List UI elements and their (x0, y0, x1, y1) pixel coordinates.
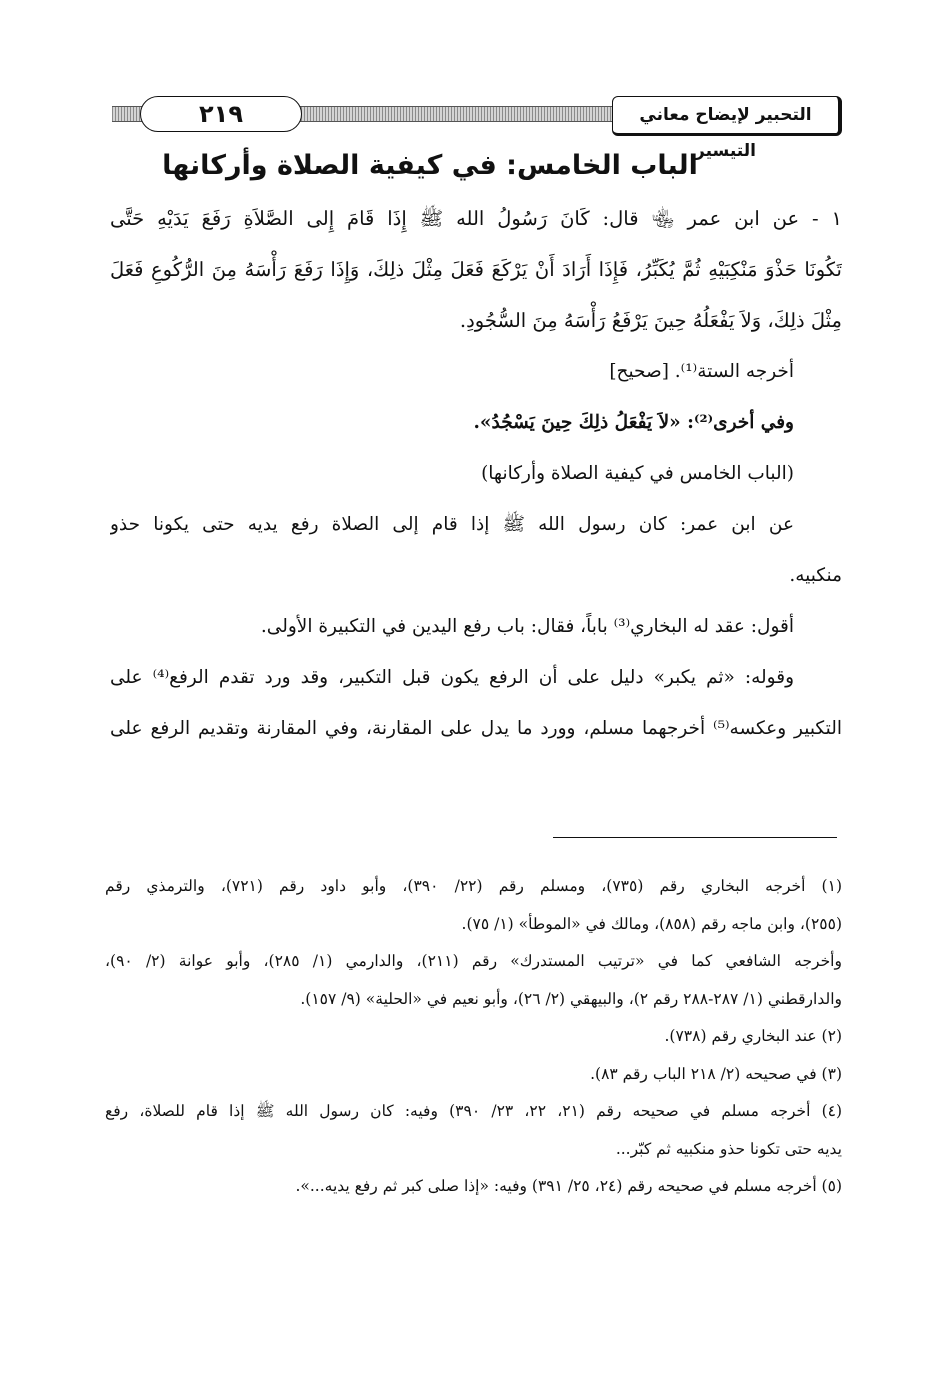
hadith-line: مِثْلَ ذلِكَ، وَلاَ يَفْعَلُهُ حِينَ يَرْفَعُ رَأْسَهُ مِنَ السُّجُودِ. (459, 309, 842, 332)
book-title: التحبير لإيضاح معاني التيسير (612, 96, 842, 136)
page-number: ٢١٩ (140, 96, 302, 132)
footnote-line: والدارقطني (١/ ٢٨٧-٢٨٨ رقم ٢)، والبيهقي (٢/ ٢٦)، وأبو نعيم في «الحلية» (٩/ ١٥٧). (300, 989, 842, 1008)
footnotes (105, 868, 842, 1206)
footnote-line: (٣) في صحيحه (٢/ ٢١٨ الباب رقم ٨٣). (590, 1064, 842, 1083)
footnote-line: (١) أخرجه البخاري رقم (٧٣٥)، ومسلم رقم (٢٢/ ٣٩٠)، وأبو داود رقم (٧٢١)، والترمذي رقم (105, 877, 842, 895)
footnote-line: وأخرجه الشافعي كما في «ترتيب المستدرك» رقم (٢١١)، والدارمي (١/ ٢٨٥)، وأبو عوانة (٢/ ٩٠)، (105, 952, 842, 970)
footnote-separator (553, 837, 837, 838)
footnote-line: (٢) عند البخاري رقم (٧٣٨). (664, 1027, 842, 1045)
commentary-line: التكبير وعكسه⁽⁵⁾ أخرجهما مسلم، وورد ما يدل على المقارنة، وفي المقارنة وتقديم الرفع على (110, 718, 842, 739)
narration-line: منكبيه. (789, 565, 842, 586)
main-text (110, 193, 842, 754)
footnote-line: يديه حتى تكونا حذو منكبيه ثم كبّر... (615, 1139, 842, 1158)
footnote-line: (٥) أخرجه مسلم في صحيحه رقم (٢٤، ٢٥/ ٣٩١) وفيه: «إذا صلى كبر ثم رفع يديه...». (295, 1177, 842, 1195)
takhrij-line: أخرجه الستة⁽¹⁾. [صحيح] (609, 361, 794, 382)
section-heading: (الباب الخامس في كيفية الصلاة وأركانها) (481, 463, 794, 484)
other-version-line: وفي أخرى⁽²⁾: «لاَ يَفْعَلُ ذلِكَ حِينَ يَسْجُدُ». (473, 412, 794, 433)
commentary-line: وقوله: «ثم يكبر» دليل على أن الرفع يكون قبل التكبير، وقد ورد تقدم الرفع⁽⁴⁾ على (110, 667, 794, 688)
narration-line: عن ابن عمر: كان رسول الله ﷺ إذا قام إلى الصلاة رفع يديه حتى يكونا حذو (110, 514, 794, 535)
footnote-line: (٤) أخرجه مسلم في صحيحه رقم (٢١، ٢٢، ٢٣/ ٣٩٠) وفيه: كان رسول الله ﷺ إذا قام للصلاة، رفع (105, 1102, 842, 1120)
page-header (112, 96, 842, 161)
hadith-line: ١ - عن ابن عمر ﵄ قال: كَانَ رَسُولُ الله ﷺ إِذَا قَامَ إِلى الصَّلاَةِ رَفَعَ يَدَيْهِ حَتَّى (110, 207, 842, 230)
footnote-line: (٢٥٥)، وابن ماجه رقم (٨٥٨)، ومالك في «الموطأ» (١/ ٧٥). (461, 914, 842, 933)
hadith-line: تَكُونَا حَذْوَ مَنْكِبَيْهِ ثُمَّ يُكَبِّرُ، فَإِذَا أَرَادَ أَنْ يَرْكَعَ فَعَلَ مِثْلَ ذلِكَ، وَإِذَا رَفَعَ رَأْسَهُ مِنَ الرُّكُوعِ فَعَلَ (110, 258, 842, 281)
chapter-title: الباب الخامس: في كيفية الصلاة وأركانها (162, 150, 698, 181)
commentary-line: أقول: عقد له البخاري⁽³⁾ باباً، فقال: باب رفع اليدين في التكبيرة الأولى. (260, 616, 794, 637)
